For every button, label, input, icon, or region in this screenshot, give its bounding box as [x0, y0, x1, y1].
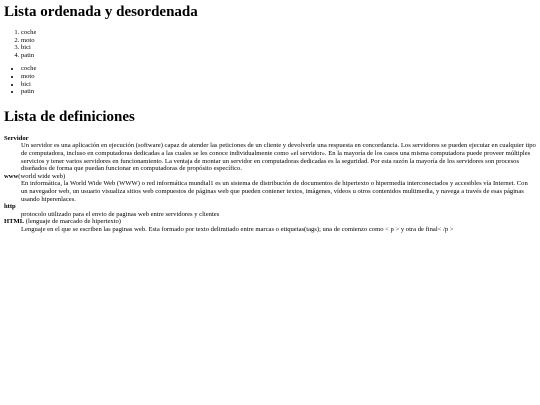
heading-definitions: Lista de definiciones [4, 108, 135, 125]
definition-term [4, 173, 536, 181]
unordered-list [4, 65, 536, 95]
definition-list [4, 135, 536, 234]
ordered-list-item: 2. moto [21, 37, 536, 45]
unordered-list-item: • coche [21, 65, 536, 73]
definition-description: Lenguaje en el que se escriben las paginas web. Esta formado por texto delimitado entre marcas o etiquetas(tags); una de comienzo como < p > y otra de final< /p > [21, 225, 454, 233]
definition-description: protocolo utilizado para el envio de paginas web entre servidores y clientes [21, 210, 220, 218]
unordered-list-item: • moto [21, 73, 536, 81]
term-html: HTML [4, 218, 25, 226]
ordered-list-item: 3. bici [21, 44, 536, 52]
ordered-list [4, 29, 536, 59]
term-suffix: (world wide web) [18, 172, 66, 180]
definition-term [4, 135, 536, 143]
definition-description: Un servidor es una aplicación en ejecución (software) capaz de atender las peticiones de un cliente y devolverle una respuesta en concordancia. Los servidores se pueden ejecutar en cualquier tipo de computadora, incluso en computadoras dedicadas a las cuales se les conoce individualmente como «el servidor». En la mayoría de los casos una misma computadora puede proveer múltiples servicios y tener varios servidores en funcionamiento. La ventaja de montar un servidor en computadoras dedicadas es la seguridad. Por esta razón la mayoría de los servidores son procesos diseñados de forma que puedan funcionar en computadoras de propósito específico. [21, 142, 536, 173]
term-servidor: Servidor [4, 134, 29, 142]
document-page [0, 4, 540, 233]
term-www: www [4, 172, 19, 180]
ordered-list-item: 1. coche [21, 29, 536, 37]
definition-term [4, 203, 536, 211]
heading-lists: Lista ordenada y desordenada [4, 4, 198, 20]
ordered-list-item: 4. patin [21, 52, 536, 60]
term-suffix: (lenguaje de marcado de hipertexto) [24, 218, 122, 226]
unordered-list-item: • bici [21, 81, 536, 89]
unordered-list-item: • patin [21, 88, 536, 96]
definition-term [4, 218, 536, 226]
definition-description: En informática, la World Wide Web (WWW) o red informática mundial1 es un sistema de distribución de documentos de hipertexto o hipermedia interconectados y accesibles vía Internet. Con un navegador web, un usuario visualiza sitios web compuestos de páginas web que pueden contener textos, imágenes, vídeos u otros contenidos multimedia, y navega a través de esas páginas usando hiperenlaces. [21, 180, 528, 203]
term-http: http [4, 203, 16, 211]
